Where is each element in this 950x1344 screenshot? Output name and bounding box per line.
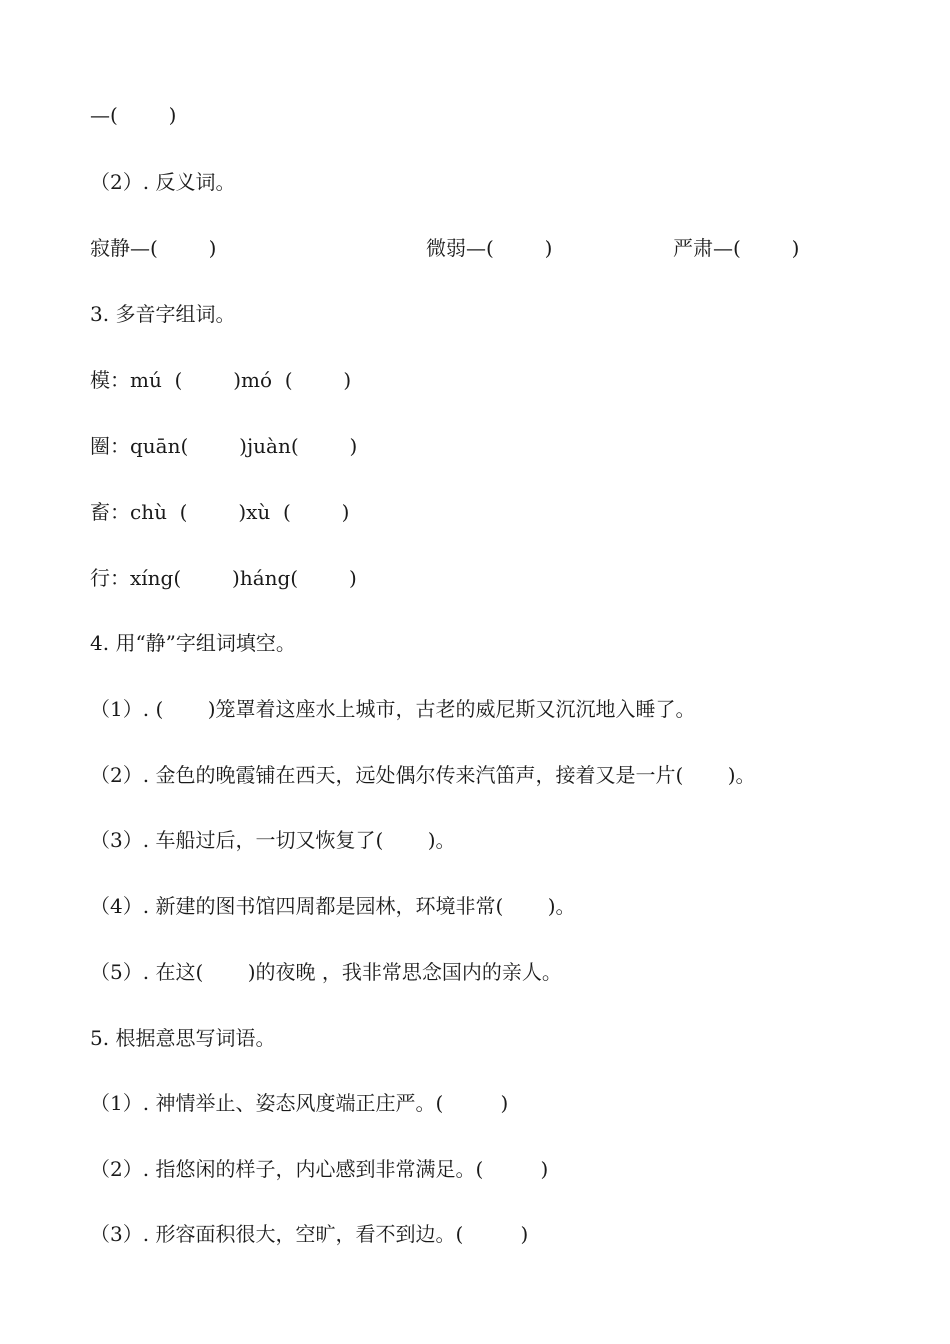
definition-item-3: （3）. 形容面积很大，空旷，看不到边。( ) bbox=[90, 1222, 529, 1246]
definition-item-2: （2）. 指悠闲的样子，内心感到非常满足。( ) bbox=[90, 1157, 549, 1181]
antonym-heading: （2）. 反义词。 bbox=[90, 170, 236, 194]
definition-item-1: （1）. 神情举止、姿态风度端正庄严。( ) bbox=[90, 1091, 509, 1115]
antonym-item-jijing: 寂静—( ) bbox=[90, 236, 217, 260]
fill-sentence-3: （3）. 车船过后，一切又恢复了( )。 bbox=[90, 828, 456, 852]
fill-sentence-4: （4）. 新建的图书馆四周都是园林，环境非常( )。 bbox=[90, 894, 576, 918]
section-3-heading: 3. 多音字组词。 bbox=[90, 302, 236, 326]
fill-sentence-5: （5）. 在这( )的夜晚 ，我非常思念国内的亲人。 bbox=[90, 960, 562, 984]
polyphone-row-xing: 行：xíng( )háng( ) bbox=[90, 566, 357, 590]
synonym-blank-line: —( ) bbox=[90, 103, 177, 127]
fill-sentence-2: （2）. 金色的晚霞铺在西天，远处偶尔传来汽笛声，接着又是一片( )。 bbox=[90, 763, 756, 787]
polyphone-row-mu: 模：mú ( )mó ( ) bbox=[90, 368, 352, 392]
antonym-item-yansu: 严肃—( ) bbox=[673, 236, 800, 260]
polyphone-row-quan: 圈：quān( )juàn( ) bbox=[90, 434, 358, 458]
antonym-item-weiruo: 微弱—( ) bbox=[426, 236, 553, 260]
polyphone-row-chu: 畜：chù ( )xù ( ) bbox=[90, 500, 350, 524]
section-5-heading: 5. 根据意思写词语。 bbox=[90, 1026, 276, 1050]
section-4-heading: 4. 用“静”字组词填空。 bbox=[90, 631, 296, 655]
fill-sentence-1: （1）. ( )笼罩着这座水上城市，古老的威尼斯又沉沉地入睡了。 bbox=[90, 697, 696, 721]
